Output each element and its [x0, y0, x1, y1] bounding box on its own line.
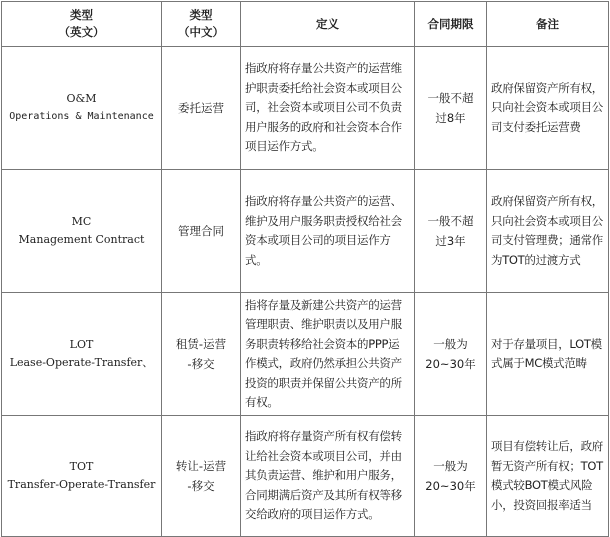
header-type-en-line2: （英文） — [58, 25, 105, 39]
term-line2: 过3年 — [435, 234, 466, 248]
header-definition: 定义 — [241, 2, 415, 47]
header-note: 备注 — [487, 2, 609, 47]
type-full-name: Transfer-Operate-Transfer — [7, 478, 156, 491]
type-cn-cell — [162, 47, 241, 170]
header-type-cn-line2: （中文） — [178, 25, 224, 39]
table-row — [2, 293, 609, 416]
type-cn-cell — [162, 416, 241, 537]
type-full-name: Lease-Operate-Transfer、 — [9, 356, 154, 369]
header-type-cn-line1: 类型 — [189, 8, 213, 22]
definition-cell: 指政府将存量公共资产的运营维护职责委托给社会资本或项目公司，社会资本或项目公司不负责用户服务的政府和社会资本合作项目运作方式。 — [241, 47, 415, 170]
type-full-name: Operations & Maintenance — [9, 111, 154, 122]
term-line2: 20~30年 — [425, 479, 476, 493]
note-cell: 对于存量项目，LOT模式属于MC模式范畴 — [487, 293, 609, 416]
term-line2: 20~30年 — [425, 357, 476, 371]
type-cn-line1: 租赁-运营 — [175, 337, 227, 351]
term-cell — [415, 293, 487, 416]
term-line1: 一般为 — [433, 459, 468, 473]
note-cell: 项目有偿转让后，政府暂无资产所有权；TOT模式较BOT模式风险小，投资回报率适当 — [487, 416, 609, 537]
term-line1: 一般不超 — [427, 91, 474, 105]
header-type-en-line1: 类型 — [70, 8, 93, 22]
type-cn-cell — [162, 293, 241, 416]
type-cn-cell — [162, 170, 241, 293]
definition-cell: 指将存量及新建公共资产的运营管理职责、维护职责以及用户服务职责转移给社会资本的PPP运作模式，政府仍然承担公共资产投资的职责并保留公共资产的所有权。 — [241, 293, 415, 416]
term-line2: 过8年 — [435, 111, 466, 125]
definition-cell: 指政府将存量公共资产的运营、维护及用户服务职责授权给社会资本或项目公司的项目运作方式。 — [241, 170, 415, 293]
term-cell — [415, 170, 487, 293]
table-row — [2, 416, 609, 537]
note-cell: 政府保留资产所有权，只向社会资本或项目公司支付委托运营费 — [487, 47, 609, 170]
type-abbr: TOT — [69, 460, 94, 473]
ppp-mode-table — [1, 1, 609, 537]
type-en-cell — [2, 170, 162, 293]
type-en-cell — [2, 47, 162, 170]
table-row — [2, 47, 609, 170]
type-en-cell — [2, 416, 162, 537]
header-type-cn — [162, 2, 241, 47]
term-cell — [415, 416, 487, 537]
definition-cell: 指政府将存量资产所有权有偿转让给社会资本或项目公司，并由其负责运营、维护和用户服务，合同期满后资产及其所有权等移交给政府的项目运作方式。 — [241, 416, 415, 537]
type-cn-line2: -移交 — [187, 357, 215, 371]
type-cn-line1: 转让-运营 — [175, 459, 227, 473]
term-line1: 一般为 — [433, 337, 468, 351]
type-abbr: MC — [71, 215, 92, 228]
header-row — [2, 2, 609, 47]
type-en-cell — [2, 293, 162, 416]
header-term: 合同期限 — [415, 2, 487, 47]
header-type-en — [2, 2, 162, 47]
type-full-name: Management Contract — [18, 233, 145, 246]
type-cn-line1: 管理合同 — [178, 224, 224, 238]
term-cell — [415, 47, 487, 170]
table-row — [2, 170, 609, 293]
type-abbr: LOT — [69, 338, 94, 351]
type-cn-line1: 委托运营 — [178, 101, 224, 115]
type-cn-line2: -移交 — [187, 479, 215, 493]
term-line1: 一般不超 — [427, 214, 474, 228]
note-cell: 政府保留资产所有权，只向社会资本或项目公司支付管理费；通常作为TOT的过渡方式 — [487, 170, 609, 293]
type-abbr: O&M — [66, 92, 97, 105]
